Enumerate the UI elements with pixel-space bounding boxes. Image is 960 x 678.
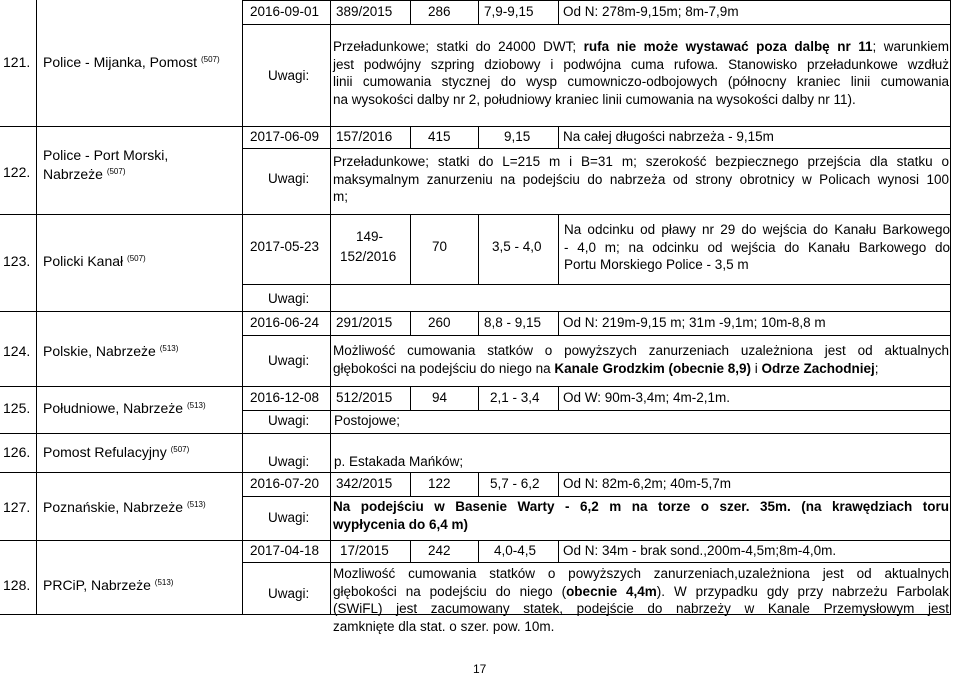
entry-number: 123. [3, 253, 31, 269]
depth-cell: 3,5 - 4,0 [492, 239, 542, 254]
entry-name: Poznańskie, Nabrzeże $^{(513)}$ [43, 499, 206, 515]
entry-number: 127. [3, 499, 31, 515]
entry-name-line1: Police - Port Morski, [43, 147, 169, 163]
entry-number: 128. [3, 577, 31, 593]
doc-cell: 157/2016 [336, 129, 393, 144]
uwagi-text: Możliwość cumowania statków o powyższych zanurzeniach uzależniona jest od aktualnych głębokości na podejściu do niego na Kanale Grodzkim (obecnie 8,9) i Odrze Zachodniej; [333, 343, 949, 376]
length-cell: 242 [428, 543, 451, 558]
uwagi-text: Przeładunkowe; statki do L=215 m i B=31 m; szerokość bezpiecznego przejścia dla statku o maksymalnym zanurzeniu na podejściu do nabrzeża od strony obrotnicy w Policach wynosi 100 m; [333, 154, 949, 204]
uwagi-label: Uwagi: [268, 291, 310, 306]
entry-number: 126. [3, 444, 31, 460]
entry-number: 122. [3, 164, 31, 180]
entry-name: Południowe, Nabrzeże $^{(513)}$ [43, 400, 206, 416]
length-cell: 415 [428, 129, 451, 144]
notes-cell: Od N: 82m-6,2m; 40m-5,7m [563, 476, 732, 491]
depth-cell: 5,7 - 6,2 [490, 476, 540, 491]
notes-cell: Od N: 278m-9,15m; 8m-7,9m [563, 4, 739, 19]
date-cell: 2017-05-23 [250, 239, 320, 254]
notes-cell: Od N: 34m - brak sond.,200m-4,5m;8m-4,0m. [563, 543, 837, 558]
notes-cell: Od N: 219m-9,15 m; 31m -9,1m; 10m-8,8 m [563, 315, 826, 330]
date-cell: 2016-12-08 [250, 390, 320, 405]
date-cell: 2016-06-24 [250, 315, 320, 330]
page-number: 17 [473, 662, 487, 676]
date-cell: 2016-07-20 [250, 476, 320, 491]
entry-number: 124. [3, 343, 31, 359]
entry-name: Polskie, Nabrzeże $^{(513)}$ [43, 343, 179, 359]
entry-name: PRCiP, Nabrzeże $^{(513)}$ [43, 577, 174, 593]
depth-cell: 4,0-4,5 [494, 543, 537, 558]
entry-number: 121. [3, 54, 31, 70]
uwagi-text: Postojowe; [334, 413, 401, 428]
doc-cell: 17/2015 [340, 543, 389, 558]
doc-cell: 512/2015 [336, 390, 393, 405]
depth-cell: 7,9-9,15 [484, 4, 534, 19]
entry-name: Pomost Refulacyjny $^{(507)}$ [43, 444, 190, 460]
length-cell: 94 [432, 390, 448, 405]
uwagi-text: Przeładunkowe; statki do 24000 DWT; rufa nie może wystawać poza dalbę nr 11; warunkiem jest podwójny szpring dziobowy i podwójna cuma rufowa. Stanowisko przeładunkowe wzdłuż linii cumowania stycznej do wysp cumowniczo-odbojowych (północny kraniec linii cumowania na wysokości dalby nr 2, południowy kraniec linii cumowania na wysokości dalby nr 11). [333, 39, 949, 107]
length-cell: 70 [432, 239, 448, 254]
uwagi-label: Uwagi: [268, 353, 310, 368]
length-cell: 286 [428, 4, 451, 19]
entry-name-line2: Nabrzeże $^{(507)}$ [43, 166, 126, 182]
depth-cell: 9,15 [504, 129, 531, 144]
uwagi-label: Uwagi: [268, 454, 310, 469]
doc-cell: 389/2015 [336, 4, 393, 19]
uwagi-text: Mozliwość cumowania statków o powyższych zanurzeniach,uzależniona jest od aktualnych głębokości na podejściu do niego (obecnie 4,4m). W przypadku gdy przy nabrzeżu Farbolak (SWiFL) jest zacumowany statek, podejście do nabrzeży w Kanale Przemysłowym jest zamknięte dla stat. o szer. pow. 10m. [333, 566, 949, 634]
date-cell: 2016-09-01 [250, 4, 320, 19]
doc-cell: 342/2015 [336, 476, 393, 491]
notes-cell: Od W: 90m-3,4m; 4m-2,1m. [563, 390, 731, 405]
uwagi-label: Uwagi: [268, 586, 310, 601]
uwagi-text: Na podejściu w Basenie Warty - 6,2 m na torze o szer. 35m. (na krawędziach toru wypłycenia do 6,4 m) [333, 499, 949, 532]
date-cell: 2017-04-18 [250, 543, 320, 558]
entry-name: Police - Mijanka, Pomost $^{(507)}$ [43, 54, 220, 70]
doc-cell: 291/2015 [336, 315, 393, 330]
length-cell: 122 [428, 476, 451, 491]
entry-name: Policki Kanał $^{(507)}$ [43, 253, 146, 269]
notes-cell: Na całej długości nabrzeża - 9,15m [563, 129, 774, 144]
depth-cell: 8,8 - 9,15 [484, 315, 542, 330]
uwagi-label: Uwagi: [268, 413, 310, 428]
doc-cell-line1: 149- [356, 229, 384, 244]
uwagi-label: Uwagi: [268, 68, 310, 83]
depth-cell: 2,1 - 3,4 [490, 390, 540, 405]
uwagi-text: p. Estakada Mańków; [334, 454, 464, 469]
entry-number: 125. [3, 400, 31, 416]
uwagi-label: Uwagi: [268, 171, 310, 186]
uwagi-label: Uwagi: [268, 510, 310, 525]
length-cell: 260 [428, 315, 451, 330]
doc-cell-line2: 152/2016 [340, 249, 397, 264]
notes-cell: Na odcinku od pławy nr 29 do wejścia do Kanału Barkowego - 4,0 m; na odcinku od wejścia do Kanału Barkowego do Portu Morskiego Police - 3,5 m [564, 222, 950, 272]
date-cell: 2017-06-09 [250, 129, 320, 144]
